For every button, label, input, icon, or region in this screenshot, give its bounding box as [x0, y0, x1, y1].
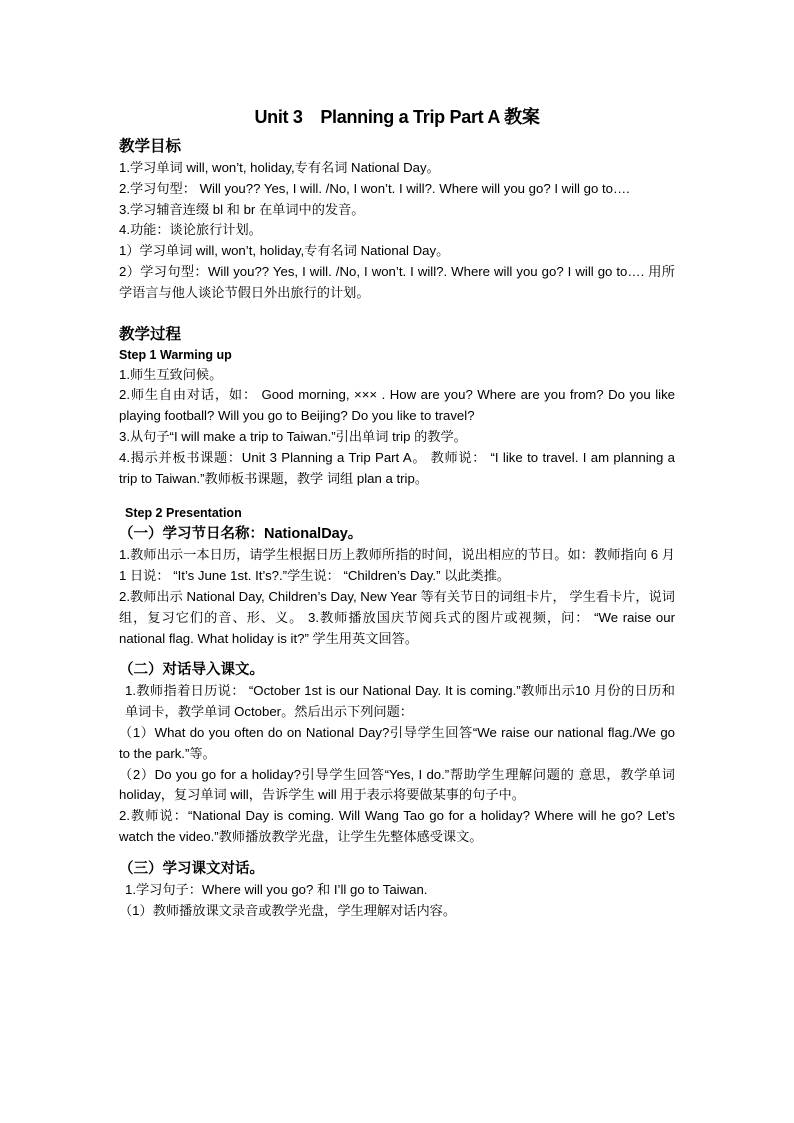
spacer [119, 304, 675, 324]
step1-heading: Step 1 Warming up [119, 347, 232, 362]
goal-line: 4.功能：谈论旅行计划。 [119, 222, 262, 238]
spacer [119, 649, 675, 659]
spacer [119, 848, 675, 858]
step1-line: 2.师生自由对话，如： Good morning, ××× . How are you? Where are you from? Do you like playing football? Will you go to Beijing? Do you like to travel? [119, 387, 675, 424]
goals-heading: 教学目标 [119, 138, 182, 155]
goal-line: 1）学习单词 will, won’t, holiday,专有名词 National Day。 [119, 243, 450, 259]
goal-line: 2）学习句型：Will you?? Yes, I will. /No, I won’t. I will?. Where will you go? I will go to…. 用所学语言与他人谈论节假日外出旅行的计划。 [119, 263, 675, 300]
goal-line: 3.学习辅音连缀 bl 和 br 在单词中的发音。 [119, 201, 365, 217]
part2-heading: （二）对话导入课文。 [119, 662, 264, 679]
part3-line: （1）教师播放课文录音或教学光盘，学生理解对话内容。 [119, 902, 457, 918]
part1-line: 2.教师出示 National Day, Children’s Day, New Year 等有关节日的词组卡片， 学生看卡片，说词组，复习它们的音、形、义。 3.教师播放国庆节阅兵式的图片或视频，问： “We raise our national flag. What holiday is it?” 学生用英文回答。 [119, 588, 675, 646]
document-title: Unit 3 Planning a Trip Part A 教案 [254, 107, 540, 127]
part1-line: 1.教师出示一本日历，请学生根据日历上教师所指的时间，说出相应的节日。如：教师指向 6 月 1 日说： “It’s June 1st. It’s?.”学生说： “Children’s Day.” 以此类推。 [119, 547, 675, 584]
step1-line: 3.从句子“I will make a trip to Taiwan.”引出单词 trip 的教学。 [119, 428, 467, 444]
part2-line: 1.教师指着日历说： “October 1st is our National Day. It is coming.”教师出示10 月份的日历和单词卡，教学单词 October。然后出示下列问题： [125, 683, 675, 720]
document-page [119, 104, 675, 921]
step1-line: 4.揭示并板书课题：Unit 3 Planning a Trip Part A。 教师说： “I like to travel. I am planning a trip to Taiwan.”教师板书课题，教学 词组 plan a trip。 [119, 449, 675, 486]
part2-line: 2.教师说：“National Day is coming. Will Wang Tao go for a holiday? Where will he go? Let’s watch the video.”教师播放教学光盘，让学生先整体感受课文。 [119, 808, 675, 844]
part1-heading: （一）学习节日名称：NationalDay。 [119, 526, 363, 543]
part2-line: （2）Do you go for a holiday?引导学生回答“Yes, I do.”帮助学生理解问题的 意思，教学单词 holiday，复习单词 will，告诉学生 will 用于表示将要做某事的句子中。 [119, 766, 675, 803]
goal-line: 2.学习句型： Will you?? Yes, I will. /No, I won’t. I will?. Where will you go? I will go to…. [119, 180, 630, 196]
process-heading: 教学过程 [119, 325, 182, 343]
part3-line: 1.学习句子：Where will you go? 和 I’ll go to Taiwan. [125, 881, 428, 897]
step1-line: 1.师生互致问候。 [119, 366, 223, 382]
step2-heading: Step 2 Presentation [125, 506, 242, 521]
part3-heading: （三）学习课文对话。 [119, 860, 264, 877]
part2-line: （1）What do you often do on National Day?引导学生回答“We raise our national flag./We go to the park.”等。 [119, 724, 675, 761]
goal-line: 1.学习单词 will, won’t, holiday,专有名词 National Day。 [119, 160, 440, 175]
spacer [119, 489, 675, 504]
